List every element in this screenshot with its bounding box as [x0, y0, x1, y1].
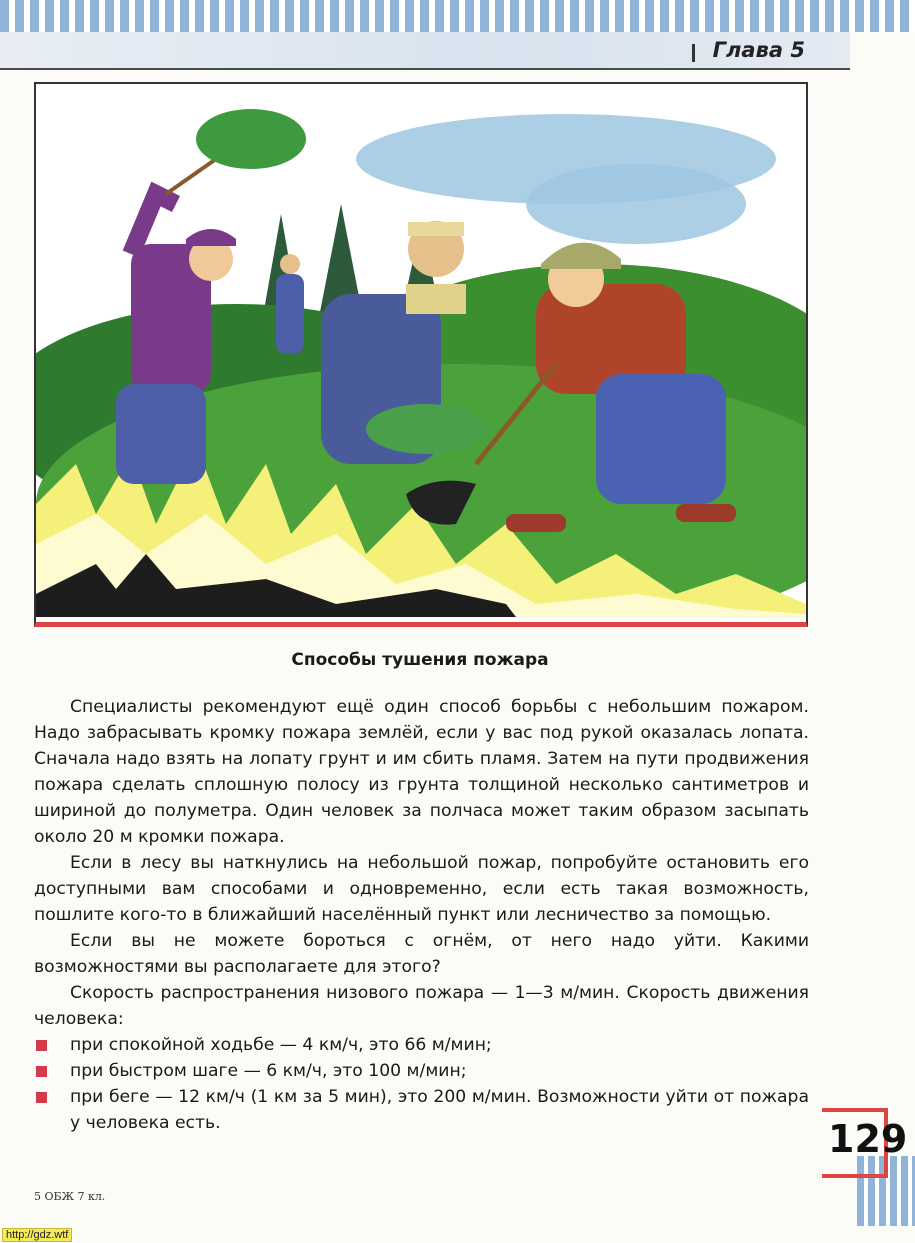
illustration-drawing — [36, 84, 806, 617]
header-pattern — [0, 0, 915, 32]
source-link[interactable]: http://gdz.wtf — [2, 1228, 72, 1242]
paragraph: Скорость распространения низового пожара — 1—3 м/мин. Скорость движения человека: — [34, 983, 809, 1029]
list-item: при быстром шаге — 6 км/ч, это 100 м/мин; — [34, 1058, 809, 1084]
body-text — [34, 694, 809, 1136]
section-heading: Способы тушения пожара — [291, 650, 549, 670]
list-item: при спокойной ходьбе — 4 км/ч, это 66 м/мин; — [34, 1032, 809, 1058]
page-number: 129 — [828, 1117, 908, 1161]
list-item: при беге — 12 км/ч (1 км за 5 мин), это 200 м/мин. Возможности уйти от пожара у человека есть. — [34, 1084, 809, 1136]
signature-footnote: 5 ОБЖ 7 кл. — [34, 1190, 106, 1203]
header-divider — [692, 44, 695, 62]
bullet-square-icon — [36, 1040, 47, 1051]
speed-list — [34, 1032, 809, 1136]
bullet-square-icon — [36, 1066, 47, 1077]
chapter-title: Глава 5 — [712, 38, 805, 62]
paragraph: Если в лесу вы наткнулись на небольшой пожар, попробуйте остановить его доступными вам способами и одновременно, если есть такая возможность, пошлите кого-то в ближайший населённый пункт или лесничество за помощью. — [34, 853, 809, 925]
firefighting-illustration — [34, 82, 808, 627]
bullet-square-icon — [36, 1092, 47, 1103]
paragraph: Специалисты рекомендуют ещё один способ борьбы с небольшим пожаром. Надо забрасывать кромку пожара землёй, если у вас под рукой оказалась лопата. Сначала надо взять на лопату грунт и им сбить пламя. Затем на пути продвижения пожара сделать сплошную полосу из грунта толщиной несколько сантиметров и шириной до полуметра. Один человек за полчаса может таким образом засыпать около 20 м кромки пожара. — [34, 697, 809, 847]
paragraph: Если вы не можете бороться с огнём, от него надо уйти. Какими возможностями вы располагаете для этого? — [34, 931, 809, 977]
